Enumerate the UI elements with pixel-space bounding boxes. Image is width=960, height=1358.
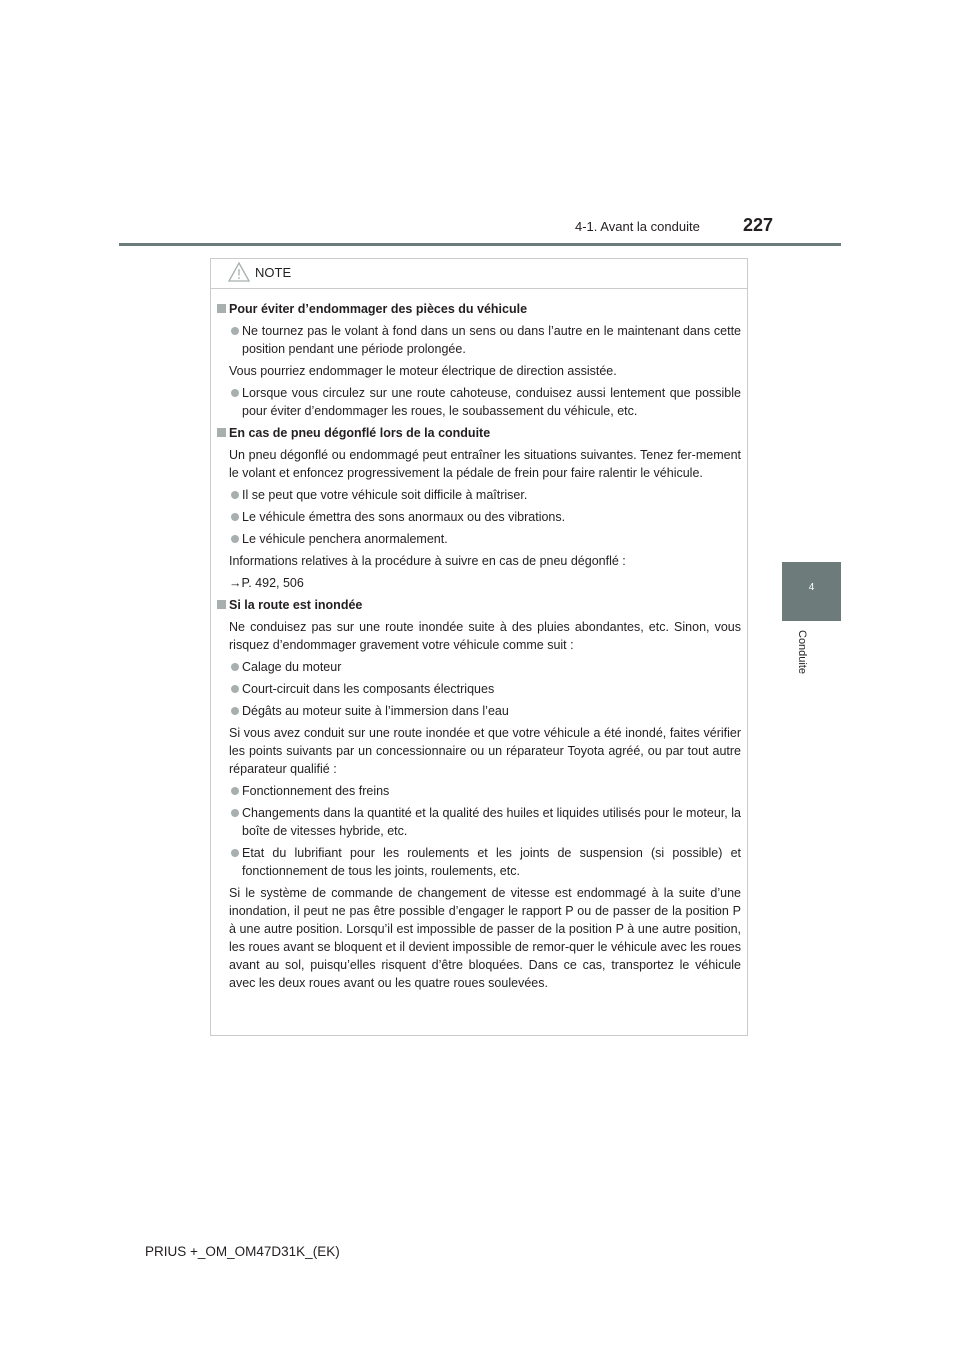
note-box xyxy=(210,258,748,1036)
note-heading: En cas de pneu dégonflé lors de la conduite xyxy=(217,424,741,442)
section-title: 4-1. Avant la conduite xyxy=(575,219,700,234)
header-rule xyxy=(119,243,841,246)
document-code: PRIUS +_OM_OM47D31K_(EK) xyxy=(145,1244,340,1259)
note-bullet-item: Calage du moteur xyxy=(217,658,741,676)
note-body xyxy=(211,289,747,992)
note-paragraph: Vous pourriez endommager le moteur électrique de direction assistée. xyxy=(229,364,617,378)
note-bullet-item: Fonctionnement des freins xyxy=(217,782,741,800)
note-paragraph: →P. 492, 506 xyxy=(229,576,304,590)
note-paragraph: Ne conduisez pas sur une route inondée suite à des pluies abondantes, etc. Sinon, vous risquez d’endommager gravement votre véhicule comme suit : xyxy=(229,620,741,652)
chapter-number: 4 xyxy=(808,582,815,593)
note-bullet-item: Changements dans la quantité et la qualité des huiles et liquides utilisés pour le moteur, la boîte de vitesses hybride, etc. xyxy=(217,804,741,840)
chapter-title: Conduite xyxy=(796,630,808,675)
note-paragraph: Si vous avez conduit sur une route inondée et que votre véhicule a été inondé, faites vérifier les points suivants par un concessionnaire ou un réparateur Toyota agréé, ou par tout autre réparateur qualifié : xyxy=(229,726,741,776)
warning-triangle-icon xyxy=(227,261,251,288)
note-bullet-item: Il se peut que votre véhicule soit difficile à maîtriser. xyxy=(217,486,741,504)
page-number: 227 xyxy=(743,215,774,235)
note-bullet-item: Lorsque vous circulez sur une route cahoteuse, conduisez aussi lentement que possible pour éviter d’endommager les roues, le soubassement du véhicule, etc. xyxy=(217,384,741,420)
note-bullet-item: Le véhicule émettra des sons anormaux ou des vibrations. xyxy=(217,508,741,526)
chapter-tab xyxy=(782,562,841,621)
note-bullet-item: Etat du lubrifiant pour les roulements et les joints de suspension (si possible) et fonctionnement de tous les joints, roulements, etc. xyxy=(217,844,741,880)
note-heading: Pour éviter d’endommager des pièces du véhicule xyxy=(217,300,741,318)
note-paragraph: Un pneu dégonflé ou endommagé peut entraîner les situations suivantes. Tenez fer-mement le volant et enfoncez progressivement la pédale de frein pour faire ralentir le véhicule. xyxy=(229,448,741,480)
note-bullet-item: Court-circuit dans les composants électriques xyxy=(217,680,741,698)
note-bullet-item: Ne tournez pas le volant à fond dans un sens ou dans l’autre en le maintenant dans cette position pendant une période prolongée. xyxy=(217,322,741,358)
note-paragraph: Informations relatives à la procédure à suivre en cas de pneu dégonflé : xyxy=(229,554,626,568)
note-heading: Si la route est inondée xyxy=(217,596,741,614)
note-paragraph: Si le système de commande de changement de vitesse est endommagé à la suite d’une inondation, il peut ne pas être possible d’engager le rapport P ou de passer de la position P à une autre position. Lorsqu’il est impossible de passer de la position P à une autre position, les roues avant se bloquent et il devient impossible de remor-quer le véhicule avec les roues avant au sol, puisqu’elles risquent d’être bloquées. Dans ce cas, transportez le véhicule avec les deux roues avant ou les quatre roues soulevées. xyxy=(229,886,741,990)
note-bullet-item: Le véhicule penchera anormalement. xyxy=(217,530,741,548)
note-title: NOTE xyxy=(255,265,292,280)
note-bullet-item: Dégâts au moteur suite à l’immersion dans l’eau xyxy=(217,702,741,720)
note-header xyxy=(211,259,747,289)
